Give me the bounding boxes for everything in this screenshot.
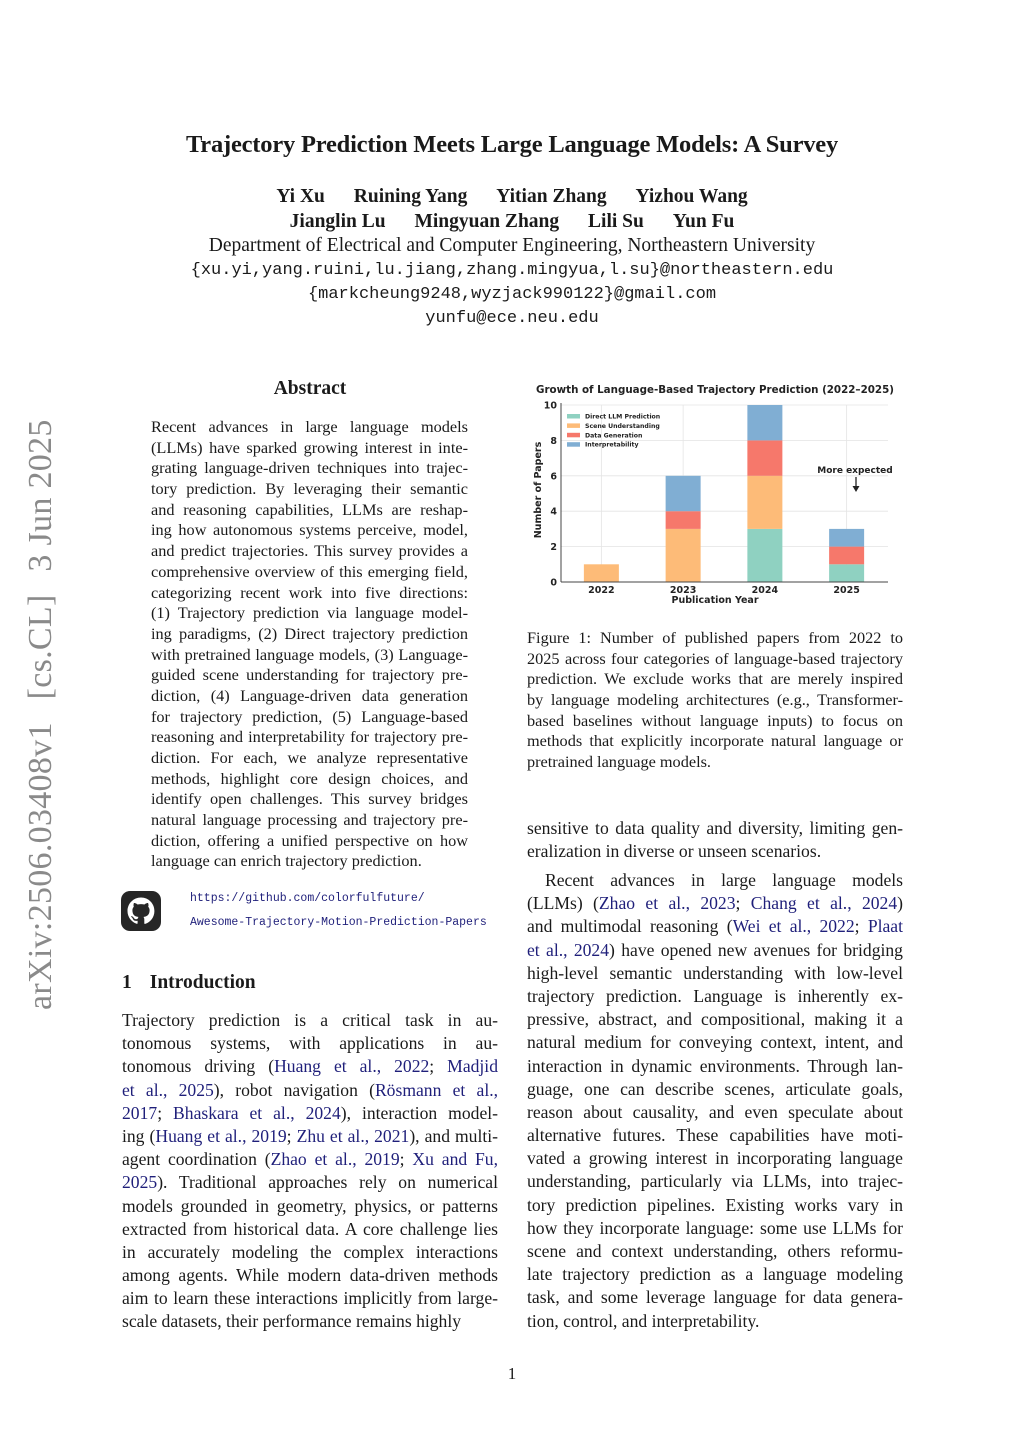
github-icon[interactable] [121,891,161,931]
arxiv-date: 3 Jun 2025 [22,419,59,572]
x-tick-label: 2025 [833,585,860,596]
bar-segment-interpretability-2024 [747,405,782,440]
legend-label: Direct LLM Prediction [585,413,661,421]
text-run: ), robot navigation ( [213,1079,375,1100]
citation-link[interactable]: Wei et al., 2022 [732,916,855,937]
text-line: categorizing recent work into five directions: [151,582,468,602]
text-line: comprehensive overview of this emerging field, [151,561,468,581]
github-url-line-1[interactable]: https://github.com/colorfulfuture/ [190,892,425,905]
author: Yun Fu [672,211,735,232]
text-run: high-level semantic understanding with low-level [527,962,903,983]
text-line: (1) Trajectory prediction via language model- [151,603,468,623]
text-line: ing how autonomous systems perceive, model, [151,520,468,540]
text-line [527,1101,903,1124]
text-run: ing ( [122,1125,156,1146]
text-line [122,1032,498,1055]
citation-link[interactable]: Zhao et al., 2023 [598,893,736,914]
text-line: guided scene understanding for trajectory pre- [151,665,468,685]
text-line [122,1125,498,1148]
x-tick-label: 2023 [669,585,697,596]
text-run: extracted from historical data. A core challenge lies [122,1218,498,1239]
author: Lili Su [588,211,644,232]
abstract-heading: Abstract [273,378,347,399]
text-run: Recent advances in large language models [545,870,903,890]
github-url-line-2[interactable]: Awesome-Trajectory-Motion-Prediction-Papers [190,916,487,929]
arxiv-stamp [22,405,60,1010]
y-tick-label: 10 [543,400,557,412]
chart-legend [567,414,660,449]
text-line [122,1287,498,1310]
text-run: among agents. While modern data-driven methods [122,1265,498,1286]
chart-title: Growth of Language-Based Trajectory Prediction (2022–2025) [536,384,894,396]
text-run: models grounded in geometry, physics, or patterns [122,1195,498,1216]
text-line: by language modeling architectures (e.g., Transformer- [527,690,903,710]
citation-link[interactable]: Xu and Fu, [412,1149,498,1170]
citation-link[interactable]: et al., 2024 [527,939,610,960]
text-line [527,1286,903,1309]
text-run: ), and multi- [409,1125,499,1146]
text-line: ing paradigms, (2) Direct trajectory prediction [151,623,468,643]
text-run: pressive, abstract, and compositional, making it a [527,1009,903,1030]
chart-ylabel: Number of Papers [533,441,544,539]
text-run: task, and some leverage language for data genera- [527,1287,903,1308]
text-run: sensitive to data quality and diversity, limiting gen- [527,818,903,838]
citation-link[interactable]: Zhu et al., 2021 [296,1125,410,1146]
annotation-more-expected: More expected [817,466,893,476]
citation-link[interactable]: Huang et al., 2019 [155,1125,287,1146]
text-run: tion, control, and interpretability. [527,1310,760,1331]
intro-right-paragraph-2 [527,869,903,1333]
y-tick-label: 6 [550,471,557,483]
text-line: based baselines without language inputs) to focus on [527,710,903,730]
legend-label: Scene Understanding [585,422,660,430]
text-line: diction, offering a unified perspective on how [151,830,468,850]
email-line[interactable]: yunfu@ece.neu.edu [425,309,599,328]
legend-label: Interpretability [585,441,639,449]
page-number: 1 [507,1364,517,1383]
citation-link[interactable]: Rösmann et al., [374,1079,498,1100]
citation-link[interactable]: 2025 [122,1172,158,1193]
arxiv-id: arXiv:2506.03408v1 [22,722,59,1010]
text-line: tory prediction. By leveraging their semantic [151,479,468,499]
y-tick-label: 2 [550,542,557,554]
legend-swatch [567,442,580,447]
text-line [122,1218,498,1241]
text-run: how they incorporate language: some use LLMs for [527,1217,903,1238]
legend-swatch [567,423,580,428]
text-line [122,1241,498,1264]
text-line: methods, highlight core design choices, and [151,768,468,788]
text-line [527,892,903,915]
citation-link[interactable]: et al., 2025 [122,1079,214,1100]
text-line: and reasoning capabilities, LLMs are reshap- [151,499,468,519]
citation-link[interactable]: Zhao et al., 2019 [270,1149,400,1170]
intro-left-column [122,1009,498,1334]
legend-swatch [567,414,580,419]
text-run: agent coordination ( [122,1149,271,1170]
text-run: scale datasets, their performance remains highly [122,1311,462,1332]
text-line [527,869,903,892]
text-run: scene and context understanding, others reformu- [527,1241,903,1261]
author: Yizhou Wang [635,186,748,207]
text-line [527,1310,903,1333]
y-tick-label: 8 [550,435,557,447]
text-run: understanding, particularly via LLMs, into trajec- [527,1171,903,1192]
author: Yitian Zhang [496,186,607,207]
email-line[interactable]: {markcheung9248,wyzjack990122}@gmail.com [307,285,717,304]
growth-chart [525,378,905,610]
x-tick-label: 2022 [588,585,615,596]
text-run: in accurately modeling the complex interactions [122,1241,498,1262]
y-tick-label: 4 [550,506,557,518]
text-line [122,1195,498,1218]
chart-annotation [817,466,892,492]
text-line: (LLMs) have sparked growing interest in inte- [151,437,468,457]
text-line: methods that explicitly incorporate natural language or [527,731,903,751]
text-run: trajectory prediction. Language is inherently ex- [527,985,903,1006]
text-line [122,1055,498,1078]
text-run: tonomous systems, with applications in au- [122,1033,498,1054]
text-run: aim to learn these interactions implicitly from large- [122,1288,498,1309]
x-tick-label: 2024 [751,585,779,596]
abstract-body [151,417,468,872]
text-line: Recent advances in large language models [151,417,468,436]
text-line [122,1310,498,1333]
section-title: Introduction [149,972,256,993]
text-run: ; [854,916,868,937]
text-line [122,1171,498,1194]
text-run: guage, one can describe scenes, articulate goals, [527,1078,903,1099]
bar-segment-interpretability-2025 [829,529,864,547]
annotation-arrow-head-icon [853,486,860,492]
text-run: alternative futures. These capabilities have moti- [527,1125,903,1146]
text-line: reasoning and interpretability for trajectory pre- [151,727,468,747]
github-octocat-glyph [121,891,161,931]
text-line [527,1263,903,1286]
text-run: tory prediction pipelines. Existing works vary in [527,1194,903,1215]
text-line [527,939,903,962]
text-run: eralization in diverse or unseen scenarios. [527,841,822,862]
text-line: prediction. We exclude works that are merely inspired [527,669,903,689]
text-line [122,1102,498,1125]
text-run: ) have opened new avenues for bridging [609,939,903,960]
text-run: reason about causality, and even speculate about [527,1101,903,1122]
bar-segment-data-generation-2025 [829,547,864,565]
text-run: tonomous driving ( [122,1056,275,1077]
author-row-1 [0,186,1024,208]
bar-segment-direct-llm-prediction-2024 [747,529,782,582]
legend-swatch [567,433,580,438]
text-line [122,1079,498,1102]
text-line: pretrained language models. [527,752,711,772]
text-line: with pretrained language models, (3) Language- [151,644,468,664]
text-line: identify open challenges. This survey bridges [151,789,468,809]
legend-label: Data Generation [585,432,643,440]
text-line: and predict trajectories. This survey provides a [151,541,468,561]
bar-segment-data-generation-2023 [666,511,701,529]
citation-link[interactable]: Madjid [447,1056,498,1077]
text-line: language can enrich trajectory prediction. [151,851,422,871]
text-line [122,1009,498,1032]
text-run: natural medium for conveying context, intent, and [527,1032,903,1053]
text-line [527,985,903,1008]
bar-segment-scene-understanding-2023 [666,529,701,582]
affiliation: Department of Electrical and Computer Engineering, Northeastern University [208,235,816,256]
text-line [527,840,903,863]
arxiv-category: [cs.CL] [22,594,59,700]
text-run: ; [399,1149,413,1170]
text-line: grating language-driven techniques into trajec- [151,458,468,478]
text-line [527,1240,903,1263]
bar-segment-interpretability-2023 [666,476,701,511]
text-run: ) [897,893,903,914]
author: Mingyuan Zhang [414,211,560,232]
chart-xlabel: Publication Year [671,595,759,606]
citation-link[interactable]: 2017 [122,1102,158,1123]
text-run: ; [157,1102,174,1123]
text-run: (LLMs) ( [527,893,599,914]
text-line [122,1264,498,1287]
y-tick-label: 0 [550,577,557,589]
citation-link[interactable]: Bhaskara et al., 2024 [173,1102,341,1123]
text-run: Trajectory prediction is a critical task in au- [122,1010,498,1030]
text-run: and multimodal reasoning ( [527,916,733,937]
section-heading-introduction [122,972,256,994]
text-line: Figure 1: Number of published papers from 2022 to [527,628,903,647]
section-number: 1 [122,972,132,993]
text-line [527,915,903,938]
text-line: diction, (4) Language-driven data generation [151,685,468,705]
author: Yi Xu [276,186,325,207]
author: Ruining Yang [353,186,468,207]
text-line: 2025 across four categories of language-based trajectory [527,648,903,668]
text-line [527,1217,903,1240]
text-run: ; [286,1125,297,1146]
bar-segment-data-generation-2024 [747,440,782,475]
text-line [122,1148,498,1171]
text-line [527,1031,903,1054]
text-run: ; [735,893,751,914]
bar-segment-direct-llm-prediction-2025 [829,564,864,582]
text-run: vated a growing interest in incorporating language [527,1148,903,1169]
citation-link[interactable]: Plaat [867,916,903,937]
text-line [527,1124,903,1147]
figure-caption [527,628,903,773]
citation-link[interactable]: Huang et al., 2022 [274,1056,430,1077]
bar-segment-scene-understanding-2022 [584,564,619,582]
text-line [527,962,903,985]
text-line: natural language processing and trajectory pre- [151,810,468,830]
paper-title: Trajectory Prediction Meets Large Language Models: A Survey [185,131,839,158]
author: Jianglin Lu [289,211,386,232]
text-run: ), interaction model- [340,1102,498,1123]
text-line: for trajectory prediction, (5) Language-based [151,706,468,726]
email-line[interactable]: {xu.yi,yang.ruini,lu.jiang,zhang.mingyua,l.su}@northeastern.edu [190,261,834,280]
text-line [527,1147,903,1170]
citation-link[interactable]: Chang et al., 2024 [750,893,898,914]
text-line [527,1008,903,1031]
text-run: ). Traditional approaches rely on numerical [157,1172,498,1193]
text-line [527,817,903,840]
text-run: late trajectory prediction as a language modeling [527,1264,903,1285]
text-run: interaction in dynamic environments. Through lan- [527,1055,903,1076]
text-line [527,1194,903,1217]
text-line [527,1055,903,1078]
text-line [527,1170,903,1193]
text-line: diction. For each, we analyze representative [151,748,468,767]
intro-right-paragraph-1 [527,817,903,863]
text-run: ; [429,1056,448,1077]
author-row-2 [0,211,1024,233]
text-line [527,1078,903,1101]
bar-segment-scene-understanding-2024 [747,476,782,529]
